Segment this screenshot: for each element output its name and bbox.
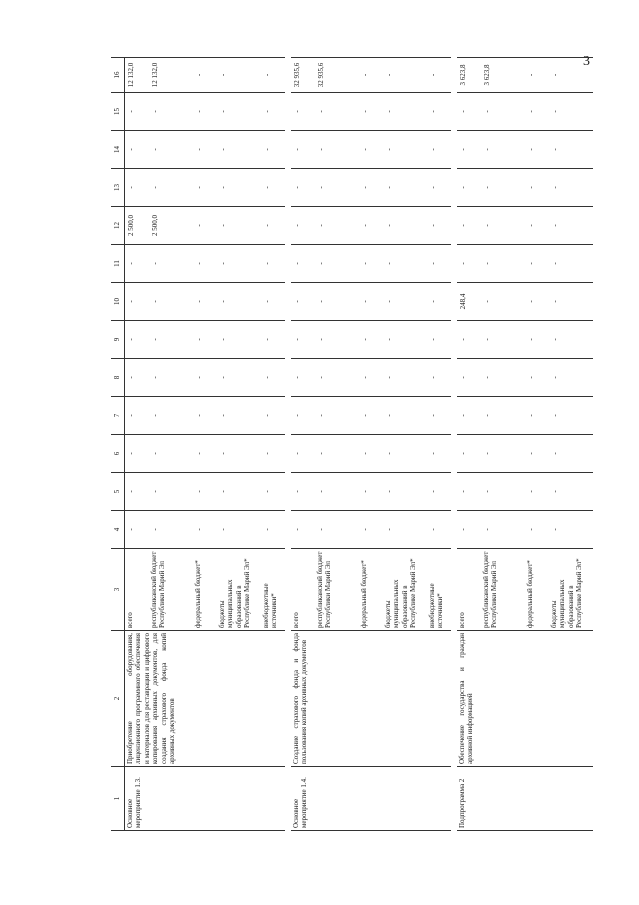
row-code: Основное мероприятие 1.4. [291,767,451,831]
value-cell: 2 500,0 [149,207,193,245]
value-cell: - [217,131,261,169]
value-cell: - [261,511,285,549]
value-cell: - [457,435,481,473]
value-cell: - [193,169,217,207]
row-code: Подпрограмма 2 [457,767,593,831]
value-cell: - [549,131,593,169]
value-cell: - [481,283,525,321]
value-cell: - [525,207,549,245]
value-cell: - [457,169,481,207]
value-cell: - [383,93,427,131]
value-cell: - [359,359,383,397]
value-cell: - [291,359,315,397]
value-cell: - [549,511,593,549]
value-cell: - [481,511,525,549]
value-cell: - [359,435,383,473]
value-cell: - [525,93,549,131]
value-cell: - [149,511,193,549]
value-cell: 3 623,8 [457,58,481,93]
funding-source: всего [457,549,481,631]
value-cell: - [427,207,451,245]
value-cell: - [359,131,383,169]
column-header: 13 [111,169,125,207]
value-cell: - [383,283,427,321]
value-cell: - [549,207,593,245]
value-cell: - [427,245,451,283]
funding-source: бюджеты муниципальных образований в Республике Марий Эл* [217,549,261,631]
value-cell: - [315,435,359,473]
value-cell: - [525,245,549,283]
column-header: 14 [111,131,125,169]
value-cell: - [481,359,525,397]
value-cell: - [481,397,525,435]
value-cell: - [291,435,315,473]
value-cell: - [125,245,150,283]
value-cell: - [217,58,261,93]
rotated-table-sheet [111,58,629,831]
value-cell: - [261,359,285,397]
value-cell: - [261,473,285,511]
value-cell: - [193,473,217,511]
value-cell: - [383,435,427,473]
value-cell: - [457,245,481,283]
value-cell: - [315,359,359,397]
value-cell: - [549,58,593,93]
value-cell: - [315,511,359,549]
value-cell: - [291,397,315,435]
value-cell: - [149,245,193,283]
value-cell: - [427,359,451,397]
column-header: 5 [111,473,125,511]
value-cell: - [359,169,383,207]
funding-source: республиканский бюджет Республики Марий Эл [149,549,193,631]
value-cell: - [427,93,451,131]
value-cell: - [261,435,285,473]
value-cell: - [125,283,150,321]
value-cell: - [315,131,359,169]
value-cell: - [359,283,383,321]
value-cell: - [315,93,359,131]
funding-source: внебюджетные источники* [427,549,451,631]
table-body [125,58,594,831]
column-header: 7 [111,397,125,435]
value-cell: - [125,397,150,435]
value-cell: - [549,93,593,131]
value-cell: - [149,321,193,359]
value-cell: - [125,511,150,549]
value-cell: - [149,283,193,321]
funding-source: внебюджетные источники* [261,549,285,631]
value-cell: - [359,58,383,93]
value-cell: - [383,359,427,397]
value-cell: - [217,397,261,435]
value-cell: - [549,283,593,321]
value-cell: - [291,93,315,131]
column-header: 1 [111,767,125,831]
value-cell: - [149,473,193,511]
value-cell: - [481,131,525,169]
value-cell: - [383,397,427,435]
value-cell: - [291,321,315,359]
value-cell: - [291,131,315,169]
value-cell: - [125,359,150,397]
measure-name: Приобретение оборудования, лицензионного программного обеспечения и материалов для реставрации и цифрового копирования архивных документов, для создания страхового фонда копий архивных документов [125,631,286,767]
value-cell: - [217,473,261,511]
value-cell: - [125,473,150,511]
value-cell: 3 623,8 [481,58,525,93]
value-cell: 32 935,6 [315,58,359,93]
value-cell: - [427,473,451,511]
column-header: 6 [111,435,125,473]
value-cell: - [427,58,451,93]
value-cell: - [383,58,427,93]
value-cell: - [481,435,525,473]
value-cell: - [261,321,285,359]
value-cell: - [149,435,193,473]
value-cell: - [383,321,427,359]
value-cell: - [261,245,285,283]
column-header: 12 [111,207,125,245]
value-cell: - [549,245,593,283]
value-cell: - [427,321,451,359]
value-cell: - [315,245,359,283]
value-cell: - [315,397,359,435]
value-cell: - [217,511,261,549]
table-row [291,58,315,831]
funding-source: всего [125,549,150,631]
value-cell: - [383,473,427,511]
page-number: 3 [583,54,590,69]
value-cell: - [525,511,549,549]
value-cell: - [427,397,451,435]
value-cell: - [217,435,261,473]
value-cell: - [315,207,359,245]
value-cell: - [291,169,315,207]
funding-source: республиканский бюджет Республики Марий Эл [315,549,359,631]
value-cell: - [193,93,217,131]
funding-source: всего [291,549,315,631]
value-cell: - [383,169,427,207]
value-cell: - [427,131,451,169]
column-header: 10 [111,283,125,321]
value-cell: - [217,359,261,397]
value-cell: - [217,169,261,207]
value-cell: - [217,93,261,131]
value-cell: - [125,131,150,169]
value-cell: - [261,207,285,245]
value-cell: - [549,169,593,207]
value-cell: - [359,93,383,131]
value-cell: - [457,397,481,435]
value-cell: - [291,283,315,321]
value-cell: - [217,321,261,359]
value-cell: - [427,283,451,321]
value-cell: - [193,131,217,169]
value-cell: - [291,473,315,511]
value-cell: - [359,245,383,283]
value-cell: - [525,473,549,511]
value-cell: - [193,283,217,321]
value-cell: - [261,169,285,207]
value-cell: - [291,511,315,549]
row-code: Основное мероприятие 1.3. [125,767,286,831]
value-cell: - [291,245,315,283]
value-cell: - [525,283,549,321]
value-cell: - [193,58,217,93]
column-header: 3 [111,549,125,631]
column-header: 11 [111,245,125,283]
funding-source: бюджеты муниципальных образований в Республике Марий Эл* [383,549,427,631]
value-cell: - [383,511,427,549]
value-cell: - [457,131,481,169]
funding-source: республиканский бюджет Республики Марий Эл [481,549,525,631]
value-cell: - [149,131,193,169]
value-cell: - [359,397,383,435]
funding-source: бюджеты муниципальных образований в Республике Марий Эл* [549,549,593,631]
value-cell: - [427,169,451,207]
funding-source: федеральный бюджет* [359,549,383,631]
value-cell: - [125,93,150,131]
value-cell: - [359,207,383,245]
value-cell: - [525,359,549,397]
value-cell: - [383,245,427,283]
value-cell: - [193,321,217,359]
value-cell: - [383,131,427,169]
value-cell: - [525,321,549,359]
value-cell: - [315,473,359,511]
value-cell: - [261,131,285,169]
value-cell: - [261,397,285,435]
value-cell: - [525,435,549,473]
table-row [125,58,150,831]
value-cell: - [315,321,359,359]
value-cell: - [481,245,525,283]
value-cell: - [383,207,427,245]
value-cell: - [193,435,217,473]
value-cell: - [217,283,261,321]
column-numbers-row [111,58,125,831]
value-cell: - [457,473,481,511]
value-cell: - [457,511,481,549]
value-cell: - [481,473,525,511]
value-cell: - [149,359,193,397]
value-cell: - [525,397,549,435]
value-cell: - [457,207,481,245]
column-header: 9 [111,321,125,359]
value-cell: - [149,93,193,131]
table-row [457,58,481,831]
value-cell: 12 132,0 [125,58,150,93]
column-header: 8 [111,359,125,397]
column-header: 2 [111,631,125,767]
value-cell: - [457,93,481,131]
value-cell: - [457,321,481,359]
value-cell: - [481,321,525,359]
column-header: 16 [111,58,125,93]
value-cell: - [457,359,481,397]
value-cell: - [549,473,593,511]
value-cell: - [525,131,549,169]
value-cell: - [193,397,217,435]
value-cell: - [481,93,525,131]
value-cell: - [291,207,315,245]
funding-source: федеральный бюджет* [193,549,217,631]
value-cell: 2 500,0 [125,207,150,245]
value-cell: - [549,321,593,359]
value-cell: - [261,58,285,93]
column-header: 4 [111,511,125,549]
value-cell: - [427,435,451,473]
value-cell: - [217,245,261,283]
value-cell: - [481,207,525,245]
value-cell: - [359,473,383,511]
value-cell: - [549,397,593,435]
value-cell: - [315,169,359,207]
value-cell: - [261,283,285,321]
value-cell: - [549,435,593,473]
value-cell: - [125,435,150,473]
budget-table [111,57,593,831]
measure-name: Обеспечение государства и граждан архивной информацией [457,631,593,767]
value-cell: - [525,169,549,207]
value-cell: - [193,359,217,397]
value-cell: - [359,321,383,359]
value-cell: 32 935,6 [291,58,315,93]
value-cell: - [261,93,285,131]
value-cell: 12 132,0 [149,58,193,93]
measure-name: Создание страхового фонда и фонда пользования копий архивных документов [291,631,451,767]
value-cell: - [193,511,217,549]
value-cell: - [525,58,549,93]
value-cell: - [193,245,217,283]
column-header: 15 [111,93,125,131]
value-cell: - [149,397,193,435]
funding-source: федеральный бюджет* [525,549,549,631]
value-cell: 248,4 [457,283,481,321]
value-cell: - [315,283,359,321]
value-cell: - [125,169,150,207]
value-cell: - [193,207,217,245]
value-cell: - [217,207,261,245]
value-cell: - [549,359,593,397]
value-cell: - [149,169,193,207]
value-cell: - [359,511,383,549]
value-cell: - [481,169,525,207]
value-cell: - [125,321,150,359]
value-cell: - [427,511,451,549]
